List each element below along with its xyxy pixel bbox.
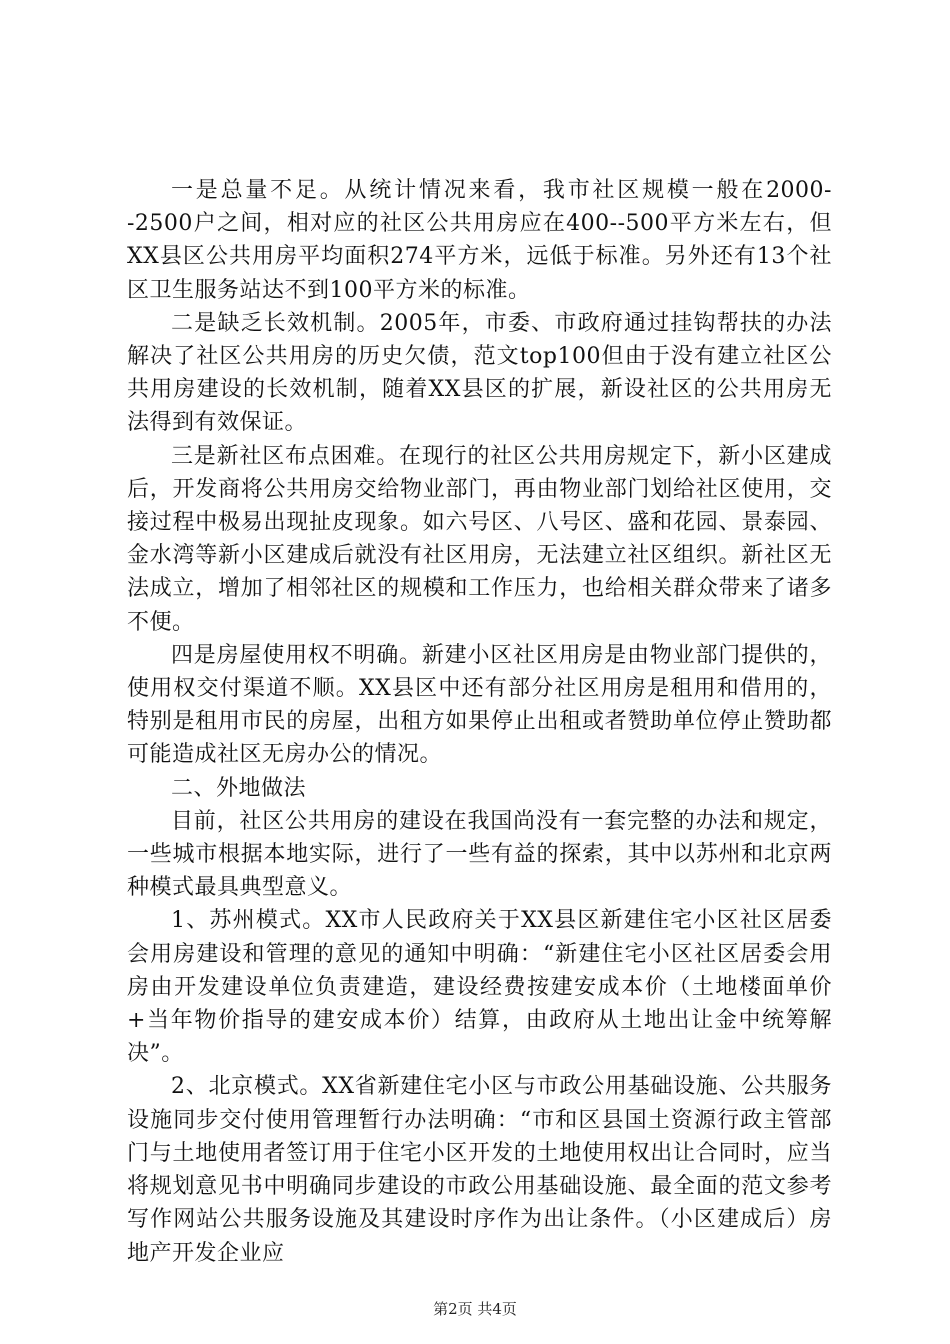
paragraph-total-shortage: 一是总量不足。从统计情况来看，我市社区规模一般在2000--2500户之间，相对应的社区公共用房应在400--500平方米左右，但XX县区公共用房平均面积274平方米，远低于标准。另外还有13个社区卫生服务站达不到100平方米的标准。 [127, 178, 832, 303]
paragraph-suzhou-model: 1、苏州模式。XX市人民政府关于XX县区新建住宅小区社区居委会用房建设和管理的意见的通知中明确：“新建住宅小区社区居委会用房由开发建设单位负责建造，建设经费按建安成本价（土地楼面单价+当年物价指导的建安成本价）结算，由政府从土地出让金中统筹解决”。 [127, 908, 832, 1067]
page-footer: 第2页 共4页 [433, 1300, 517, 1318]
paragraph-new-community-difficulty: 三是新社区布点困难。在现行的社区公共用房规定下，新小区建成后，开发商将公共用房交给物业部门，再由物业部门划给社区使用，交接过程中极易出现扯皮现象。如六号区、八号区、盛和花园、景泰园、金水湾等新小区建成后就没有社区用房，无法建立社区组织。新社区无法成立，增加了相邻社区的规模和工作压力，也给相关群众带来了诸多不便。 [127, 443, 832, 635]
paragraph-beijing-model: 2、北京模式。XX省新建住宅小区与市政公用基础设施、公共服务设施同步交付使用管理暂行办法明确：“市和区县国土资源行政主管部门与土地使用者签订用于住宅小区开发的土地使用权出让合同时，应当将规划意见书中明确同步建设的市政公用基础设施、最全面的范文参考写作网站公共服务设施及其建设时序作为出让条件。（小区建成后）房地产开发企业应 [127, 1074, 832, 1266]
document-body [127, 174, 832, 1270]
paragraph-no-long-term-mechanism: 二是缺乏长效机制。2005年，市委、市政府通过挂钩帮扶的办法解决了社区公共用房的历史欠债，范文top100但由于没有建立社区公共用房建设的长效机制，随着XX县区的扩展，新设社区的公共用房无法得到有效保证。 [127, 310, 832, 436]
paragraph-current-situation: 目前，社区公共用房的建设在我国尚没有一套完整的办法和规定，一些城市根据本地实际，进行了一些有益的探索，其中以苏州和北京两种模式最具典型意义。 [127, 808, 832, 901]
paragraph-usage-rights-unclear: 四是房屋使用权不明确。新建小区社区用房是由物业部门提供的，使用权交付渠道不顺。XX县区中还有部分社区用房是租用和借用的，特别是租用市民的房屋，出租方如果停止出租或者赞助单位停止赞助都可能造成社区无房办公的情况。 [127, 642, 832, 768]
section-heading-other-regions: 二、外地做法 [171, 775, 307, 801]
